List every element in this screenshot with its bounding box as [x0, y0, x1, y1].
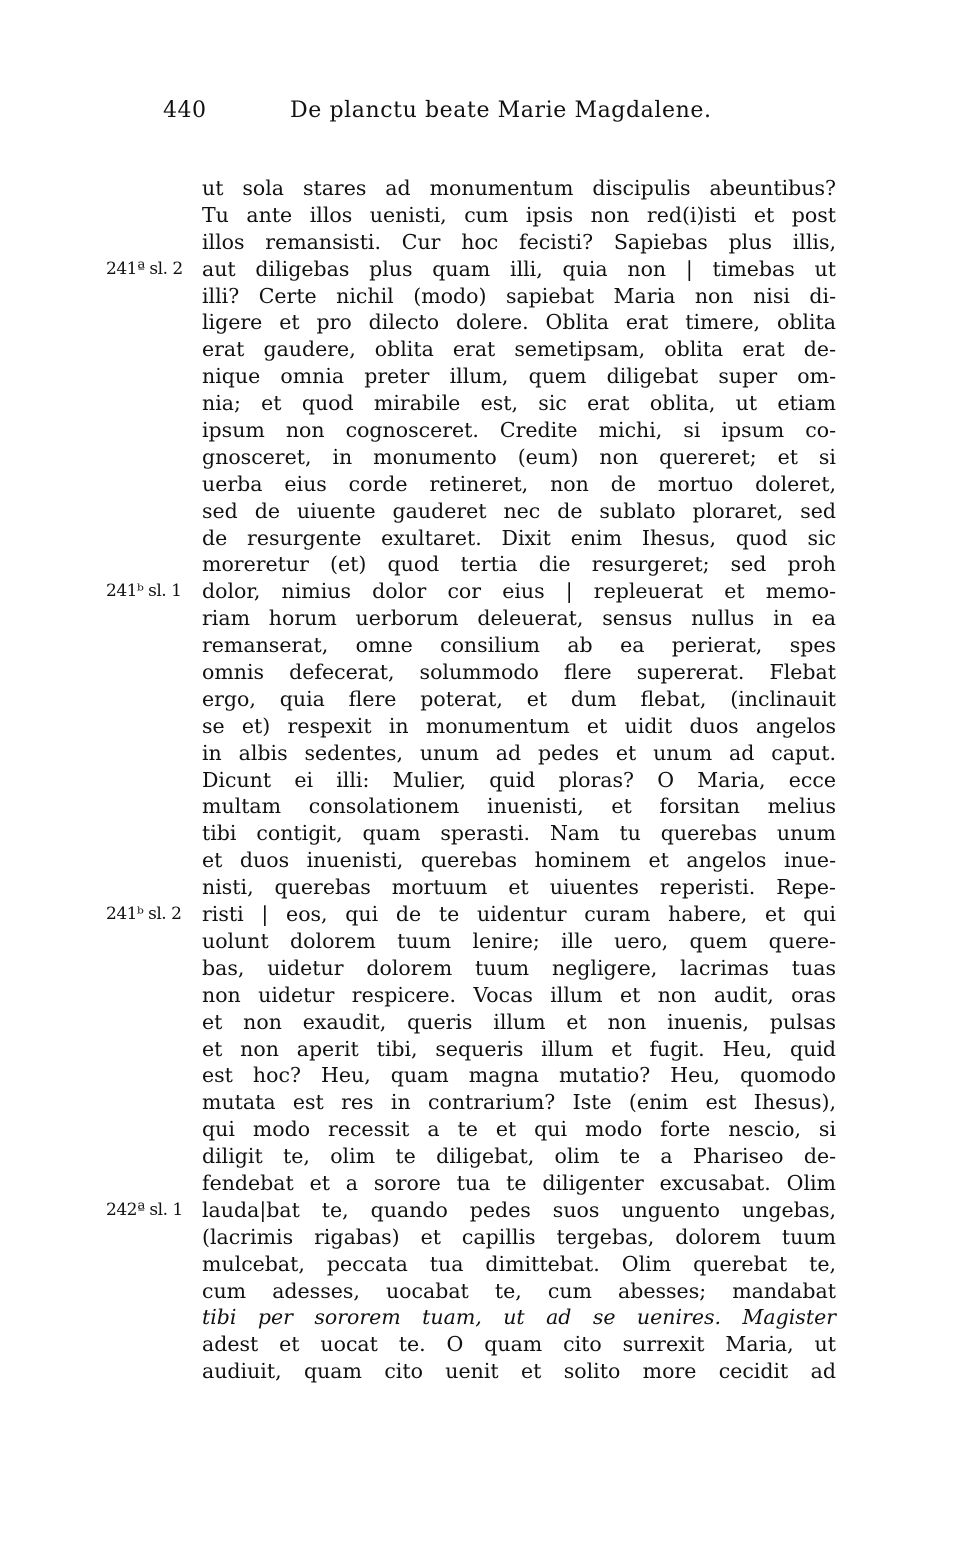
margin-folio-reference: 241ª sl. 2	[106, 258, 183, 279]
text-line	[0, 1304, 960, 1331]
text-line	[0, 740, 960, 767]
margin-folio-reference: 241ᵇ sl. 2	[106, 904, 182, 925]
text-line	[0, 1009, 960, 1036]
line-text: illi? Certe nichil (modo) sapiebat Maria non nisi di-	[202, 283, 836, 308]
line-text: uerba eius corde retineret, non de mortuo doleret,	[202, 471, 836, 496]
line-text: bas, uidetur dolorem tuum negligere, lacrimas tuas	[202, 955, 836, 980]
text-line	[0, 551, 960, 578]
line-text: tibi per sororem tuam, ut ad se uenires. Magister	[202, 1305, 836, 1330]
line-text: dolor, nimius dolor cor eius | repleuerat et memo-	[202, 579, 836, 604]
line-text: Dicunt ei illi: Mulier, quid ploras? O Maria, ecce	[202, 767, 836, 792]
text-line	[0, 982, 960, 1009]
text-line	[0, 1251, 960, 1278]
line-text: sed de uiuente gauderet nec de sublato ploraret, sed	[202, 498, 836, 523]
text-line	[0, 309, 960, 336]
line-text: tibi contigit, quam sperasti. Nam tu querebas unum	[202, 821, 836, 846]
text-line	[0, 605, 960, 632]
line-text: mulcebat, peccata tua dimittebat. Olim querebat te,	[202, 1251, 836, 1276]
line-text: moreretur (et) quod tertia die resurgeret; sed proh	[202, 552, 836, 577]
text-line	[0, 955, 960, 982]
line-text: se et) respexit in monumentum et uidit duos angelos	[202, 713, 836, 738]
margin-folio-reference: 241ᵇ sl. 1	[106, 581, 182, 602]
text-line	[0, 1089, 960, 1116]
text-line	[0, 632, 960, 659]
text-line	[0, 874, 960, 901]
text-line	[0, 1224, 960, 1251]
line-text: diligit te, olim te diligebat, olim te a Phariseo de-	[202, 1144, 836, 1169]
line-text: lauda|bat te, quando pedes suos unguento ungebas,	[202, 1197, 836, 1222]
line-text: risti | eos, qui de te uidentur curam habere, et qui	[202, 902, 836, 927]
line-text: (lacrimis rigabas) et capillis tergebas, dolorem tuum	[202, 1224, 836, 1249]
text-line	[0, 847, 960, 874]
line-text: remanserat, omne consilium ab ea perierat, spes	[202, 633, 836, 658]
text-line	[0, 498, 960, 525]
line-text: adest et uocat te. O quam cito surrexit Maria, ut	[202, 1332, 836, 1357]
line-text: non uidetur respicere. Vocas illum et non audit, oras	[202, 982, 836, 1007]
line-text: nia; et quod mirabile est, sic erat oblita, ut etiam	[202, 391, 836, 416]
line-text: qui modo recessit a te et qui modo forte nescio, si	[202, 1117, 836, 1142]
line-text: ergo, quia flere poterat, et dum flebat, (inclinauit	[202, 686, 836, 711]
text-line	[0, 1278, 960, 1305]
text-line	[0, 390, 960, 417]
text-line	[0, 793, 960, 820]
text-line	[0, 363, 960, 390]
text-line	[0, 1331, 960, 1358]
text-line	[0, 820, 960, 847]
line-text: mutata est res in contrarium? Iste (enim est Ihesus),	[202, 1090, 836, 1115]
text-block	[0, 175, 960, 1385]
text-line	[0, 202, 960, 229]
text-line	[0, 417, 960, 444]
page-number: 440	[163, 98, 207, 123]
line-text: ipsum non cognosceret. Credite michi, si ipsum co-	[202, 418, 836, 443]
line-text: cum adesses, uocabat te, cum abesses; mandabat	[202, 1278, 836, 1303]
text-line	[0, 1143, 960, 1170]
line-text: ut sola stares ad monumentum discipulis abeuntibus?	[202, 176, 836, 200]
text-line	[0, 928, 960, 955]
line-text: multam consolationem inuenisti, et forsitan melius	[202, 794, 836, 819]
line-text: aut diligebas plus quam illi, quia non | timebas ut	[202, 256, 836, 281]
text-line	[0, 283, 960, 310]
line-text: riam horum uerborum deleuerat, sensus nullus in ea	[202, 606, 836, 631]
text-line	[0, 471, 960, 498]
line-text: nique omnia preter illum, quem diligebat super om-	[202, 364, 836, 389]
text-line	[0, 1116, 960, 1143]
text-line	[0, 525, 960, 552]
running-head	[0, 98, 960, 130]
line-text: in albis sedentes, unum ad pedes et unum ad caput.	[202, 740, 836, 765]
text-line	[0, 1170, 960, 1197]
line-text: ligere et pro dilecto dolere. Oblita erat timere, oblita	[202, 310, 836, 335]
line-text: erat gaudere, oblita erat semetipsam, oblita erat de-	[202, 337, 836, 362]
line-text: est hoc? Heu, quam magna mutatio? Heu, quomodo	[202, 1063, 836, 1088]
line-text: uolunt dolorem tuum lenire; ille uero, quem quere-	[202, 928, 836, 953]
line-text: et non exaudit, queris illum et non inuenis, pulsas	[202, 1009, 836, 1034]
text-line	[0, 1358, 960, 1385]
line-text: et duos inuenisti, querebas hominem et angelos inue-	[202, 848, 836, 873]
line-text: de resurgente exultaret. Dixit enim Ihesus, quod sic	[202, 525, 836, 550]
text-line	[0, 336, 960, 363]
line-text: illos remansisti. Cur hoc fecisti? Sapiebas plus illis,	[202, 229, 836, 254]
text-line	[0, 175, 960, 202]
text-line	[0, 1036, 960, 1063]
text-line	[0, 229, 960, 256]
text-line	[0, 578, 960, 605]
text-line	[0, 1062, 960, 1089]
page-title: De planctu beate Marie Magdalene.	[290, 98, 712, 123]
text-line	[0, 256, 960, 283]
line-text: omnis defecerat, solummodo flere supererat. Flebat	[202, 660, 836, 685]
text-line	[0, 444, 960, 471]
line-text: fendebat et a sorore tua te diligenter excusabat. Olim	[202, 1170, 836, 1195]
margin-folio-reference: 242ª sl. 1	[106, 1199, 183, 1220]
line-text: gnosceret, in monumento (eum) non quereret; et si	[202, 444, 836, 469]
line-text: audiuit, quam cito uenit et solito more cecidit ad	[202, 1359, 836, 1384]
text-line	[0, 767, 960, 794]
text-line	[0, 659, 960, 686]
line-text: et non aperit tibi, sequeris illum et fugit. Heu, quid	[202, 1036, 836, 1061]
text-line	[0, 1197, 960, 1224]
text-line	[0, 713, 960, 740]
text-line	[0, 686, 960, 713]
line-text: nisti, querebas mortuum et uiuentes reperisti. Repe-	[202, 875, 836, 900]
line-text: Tu ante illos uenisti, cum ipsis non red(i)isti et post	[202, 202, 836, 227]
text-line	[0, 901, 960, 928]
